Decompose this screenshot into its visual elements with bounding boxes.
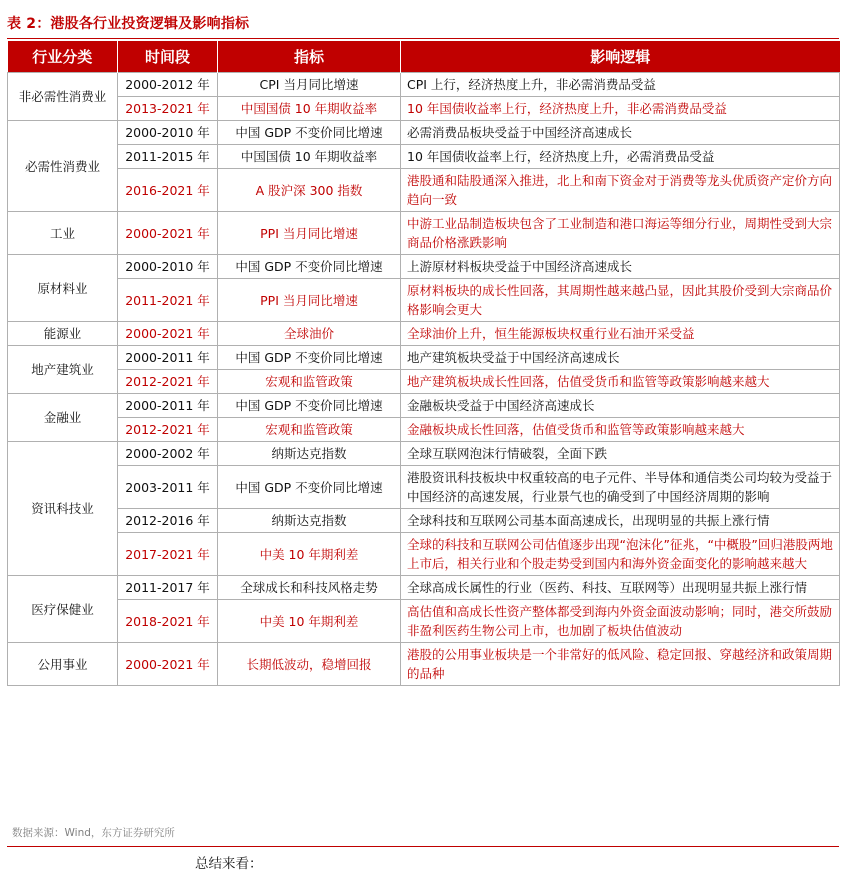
industry-cell: 资讯科技业 — [8, 442, 118, 576]
indicator-cell: 中国 GDP 不变价同比增速 — [218, 121, 401, 145]
logic-cell: 金融板块受益于中国经济高速成长 — [401, 394, 840, 418]
period-cell: 2000-2010 年 — [118, 121, 218, 145]
indicator-cell: 全球油价 — [218, 322, 401, 346]
period-cell: 2012-2016 年 — [118, 509, 218, 533]
table-row — [8, 255, 840, 279]
logic-cell: 地产建筑板块受益于中国经济高速成长 — [401, 346, 840, 370]
industry-logic-table — [7, 41, 840, 686]
header-indicator: 指标 — [218, 41, 401, 73]
period-cell: 2000-2012 年 — [118, 73, 218, 97]
indicator-cell: 中国 GDP 不变价同比增速 — [218, 346, 401, 370]
indicator-cell: 中国国债 10 年期收益率 — [218, 145, 401, 169]
logic-cell: 必需消费品板块受益于中国经济高速成长 — [401, 121, 840, 145]
period-cell: 2013-2021 年 — [118, 97, 218, 121]
period-cell: 2000-2011 年 — [118, 346, 218, 370]
table-header-row — [8, 41, 840, 73]
table-row — [8, 169, 840, 212]
indicator-cell: 中国 GDP 不变价同比增速 — [218, 466, 401, 509]
table-title: 表 2：港股各行业投资逻辑及影响指标 — [7, 16, 250, 32]
period-cell: 2000-2021 年 — [118, 212, 218, 255]
period-cell: 2003-2011 年 — [118, 466, 218, 509]
period-cell: 2011-2017 年 — [118, 576, 218, 600]
title-divider — [7, 38, 839, 39]
indicator-cell: 中国 GDP 不变价同比增速 — [218, 394, 401, 418]
indicator-cell: 宏观和监管政策 — [218, 418, 401, 442]
indicator-cell: 纳斯达克指数 — [218, 509, 401, 533]
industry-cell: 地产建筑业 — [8, 346, 118, 394]
logic-cell: 金融板块成长性回落，估值受货币和监管等政策影响越来越大 — [401, 418, 840, 442]
indicator-cell: PPI 当月同比增速 — [218, 279, 401, 322]
table-body — [8, 73, 840, 686]
table-row — [8, 600, 840, 643]
indicator-cell: 全球成长和科技风格走势 — [218, 576, 401, 600]
header-period: 时间段 — [118, 41, 218, 73]
table-row — [8, 576, 840, 600]
logic-cell: 上游原材料板块受益于中国经济高速成长 — [401, 255, 840, 279]
period-cell: 2012-2021 年 — [118, 418, 218, 442]
logic-cell: 港股资讯科技板块中权重较高的电子元件、半导体和通信类公司均较为受益于中国经济的高速发展，行业景气也的确受到了中国经济周期的影响 — [401, 466, 840, 509]
industry-cell: 医疗保健业 — [8, 576, 118, 643]
industry-cell: 原材料业 — [8, 255, 118, 322]
period-cell: 2000-2011 年 — [118, 394, 218, 418]
period-cell: 2018-2021 年 — [118, 600, 218, 643]
logic-cell: 地产建筑板块成长性回落，估值受货币和监管等政策影响越来越大 — [401, 370, 840, 394]
logic-cell: 10 年国债收益率上行，经济热度上升，必需消费品受益 — [401, 145, 840, 169]
industry-cell: 金融业 — [8, 394, 118, 442]
logic-cell: 全球高成长属性的行业（医药、科技、互联网等）出现明显共振上涨行情 — [401, 576, 840, 600]
table-row — [8, 279, 840, 322]
industry-cell: 公用事业 — [8, 643, 118, 686]
logic-cell: 全球的科技和互联网公司估值逐步出现“泡沫化”征兆，“中概股”回归港股两地上市后，相关行业和个股走势受到国内和海外资金面变化的影响越来越大 — [401, 533, 840, 576]
indicator-cell: 中国 GDP 不变价同比增速 — [218, 255, 401, 279]
logic-cell: 高估值和高成长性资产整体都受到海内外资金面波动影响；同时，港交所鼓励非盈利医药生物公司上市，也加剧了板块估值波动 — [401, 600, 840, 643]
table-row — [8, 394, 840, 418]
indicator-cell: 中美 10 年期利差 — [218, 600, 401, 643]
logic-cell: 10 年国债收益率上行，经济热度上升，非必需消费品受益 — [401, 97, 840, 121]
industry-cell: 必需性消费业 — [8, 121, 118, 212]
period-cell: 2017-2021 年 — [118, 533, 218, 576]
table-row — [8, 322, 840, 346]
table-row — [8, 442, 840, 466]
period-cell: 2000-2021 年 — [118, 322, 218, 346]
indicator-cell: 长期低波动，稳增回报 — [218, 643, 401, 686]
bottom-divider — [7, 846, 839, 847]
indicator-cell: 宏观和监管政策 — [218, 370, 401, 394]
logic-cell: 全球科技和互联网公司基本面高速成长，出现明显的共振上涨行情 — [401, 509, 840, 533]
table-row — [8, 212, 840, 255]
table-row — [8, 73, 840, 97]
period-cell: 2016-2021 年 — [118, 169, 218, 212]
table-row — [8, 346, 840, 370]
indicator-cell: 中国国债 10 年期收益率 — [218, 97, 401, 121]
table-row — [8, 533, 840, 576]
logic-cell: CPI 上行，经济热度上升，非必需消费品受益 — [401, 73, 840, 97]
table-row — [8, 145, 840, 169]
table-row — [8, 370, 840, 394]
table-row — [8, 121, 840, 145]
period-cell: 2000-2010 年 — [118, 255, 218, 279]
header-industry: 行业分类 — [8, 41, 118, 73]
source-note: 数据来源：Wind，东方证券研究所 — [12, 827, 175, 839]
logic-cell: 港股通和陆股通深入推进，北上和南下资金对于消费等龙头优质资产定价方向趋向一致 — [401, 169, 840, 212]
period-cell: 2011-2015 年 — [118, 145, 218, 169]
period-cell: 2012-2021 年 — [118, 370, 218, 394]
table-row — [8, 418, 840, 442]
industry-cell: 工业 — [8, 212, 118, 255]
indicator-cell: PPI 当月同比增速 — [218, 212, 401, 255]
logic-cell: 原材料板块的成长性回落，其周期性越来越凸显，因此其股价受到大宗商品价格影响会更大 — [401, 279, 840, 322]
industry-cell: 非必需性消费业 — [8, 73, 118, 121]
summary-text: 总结来看： — [195, 856, 263, 872]
period-cell: 2011-2021 年 — [118, 279, 218, 322]
logic-cell: 全球油价上升，恒生能源板块权重行业石油开采受益 — [401, 322, 840, 346]
indicator-cell: 中美 10 年期利差 — [218, 533, 401, 576]
logic-cell: 港股的公用事业板块是一个非常好的低风险、稳定回报、穿越经济和政策周期的品种 — [401, 643, 840, 686]
indicator-cell: A 股沪深 300 指数 — [218, 169, 401, 212]
indicator-cell: CPI 当月同比增速 — [218, 73, 401, 97]
header-logic: 影响逻辑 — [401, 41, 840, 73]
table-row — [8, 509, 840, 533]
industry-cell: 能源业 — [8, 322, 118, 346]
period-cell: 2000-2021 年 — [118, 643, 218, 686]
period-cell: 2000-2002 年 — [118, 442, 218, 466]
indicator-cell: 纳斯达克指数 — [218, 442, 401, 466]
logic-cell: 中游工业品制造板块包含了工业制造和港口海运等细分行业，周期性受到大宗商品价格涨跌影响 — [401, 212, 840, 255]
table-row — [8, 643, 840, 686]
logic-cell: 全球互联网泡沫行情破裂，全面下跌 — [401, 442, 840, 466]
table-row — [8, 466, 840, 509]
table-row — [8, 97, 840, 121]
